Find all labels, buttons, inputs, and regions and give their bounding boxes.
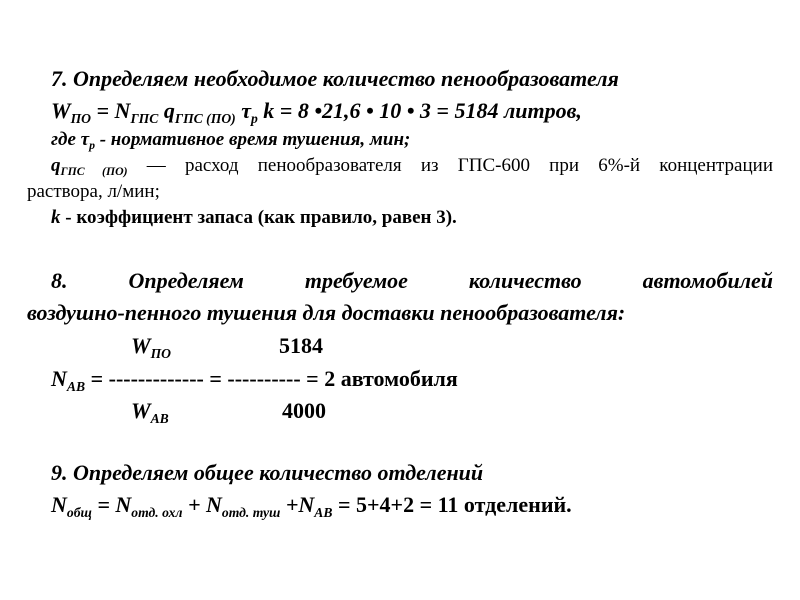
tau-definition (51, 129, 410, 151)
section7-heading: 7. Определяем необходимое количество пенообразователя (51, 66, 619, 91)
n-total: N (51, 492, 67, 517)
formula-w: W (51, 98, 71, 123)
denominator-w-sub: АВ (150, 410, 169, 426)
q-definition (27, 155, 773, 177)
section8-heading-line1: 8. Определяем требуемое количество автомобилей (51, 268, 773, 293)
denominator-value: 4000 (282, 398, 326, 423)
equation-text: = ------------- = ---------- = 2 автомобиля (85, 366, 458, 391)
numerator-value: 5184 (279, 333, 323, 358)
numerator-w: W (131, 333, 151, 358)
equation-n-sub: АВ (66, 378, 86, 394)
q-sub: ГПС (ПО) (60, 165, 128, 179)
tau-sub: р (89, 139, 95, 153)
tau-text: - нормативное время тушения, мин; (94, 129, 411, 150)
n-ext-sub: отд. туш (221, 504, 281, 520)
k-definition (51, 207, 457, 229)
formula-eq: = (91, 98, 115, 123)
n-total-sub: общ (66, 504, 92, 520)
equation-n: N (51, 366, 67, 391)
k-text: - коэффициент запаса (как правило, равен 3). (60, 207, 457, 228)
denominator-label (131, 398, 169, 424)
formula-tau: τ (235, 98, 251, 123)
section9-heading: 9. Определяем общее количество отделений (51, 460, 484, 485)
formula-n: N (114, 98, 131, 123)
q-text: — расход пенообразователя из ГПС-600 при 6%-й концентрации (127, 155, 773, 176)
formula-k: k (257, 98, 275, 123)
section8-equation (51, 366, 458, 392)
n-ext-prefix: + N (182, 492, 222, 517)
section7-formula (51, 98, 582, 124)
formula-n-sub: ГПС (130, 110, 159, 126)
n-av-prefix: +N (280, 492, 315, 517)
tau-symbol: где τ (51, 129, 90, 150)
k-symbol: k (51, 207, 61, 228)
formula-tau-sub: р (250, 110, 258, 126)
q-definition-cont: раствора, л/мин; (27, 181, 160, 202)
formula-result: = 8 •21,6 • 10 • 3 = 5184 литров, (274, 98, 582, 123)
denominator-w: W (131, 398, 151, 423)
q-symbol: q (51, 155, 61, 176)
formula-w-sub: ПО (70, 110, 91, 126)
formula-q-sub: ГПС (ПО) (174, 110, 236, 126)
n-cool-sub: отд. охл (131, 504, 183, 520)
section9-result: = 5+4+2 = 11 отделений. (332, 492, 572, 517)
section8-heading-line2: воздушно-пенного тушения для доставки пенообразователя: (27, 300, 626, 325)
section9-formula (51, 492, 572, 518)
numerator-w-sub: ПО (150, 345, 171, 361)
formula-q: q (158, 98, 175, 123)
n-cool-prefix: = N (91, 492, 132, 517)
n-av-sub: АВ (314, 504, 333, 520)
numerator-label (131, 333, 171, 359)
